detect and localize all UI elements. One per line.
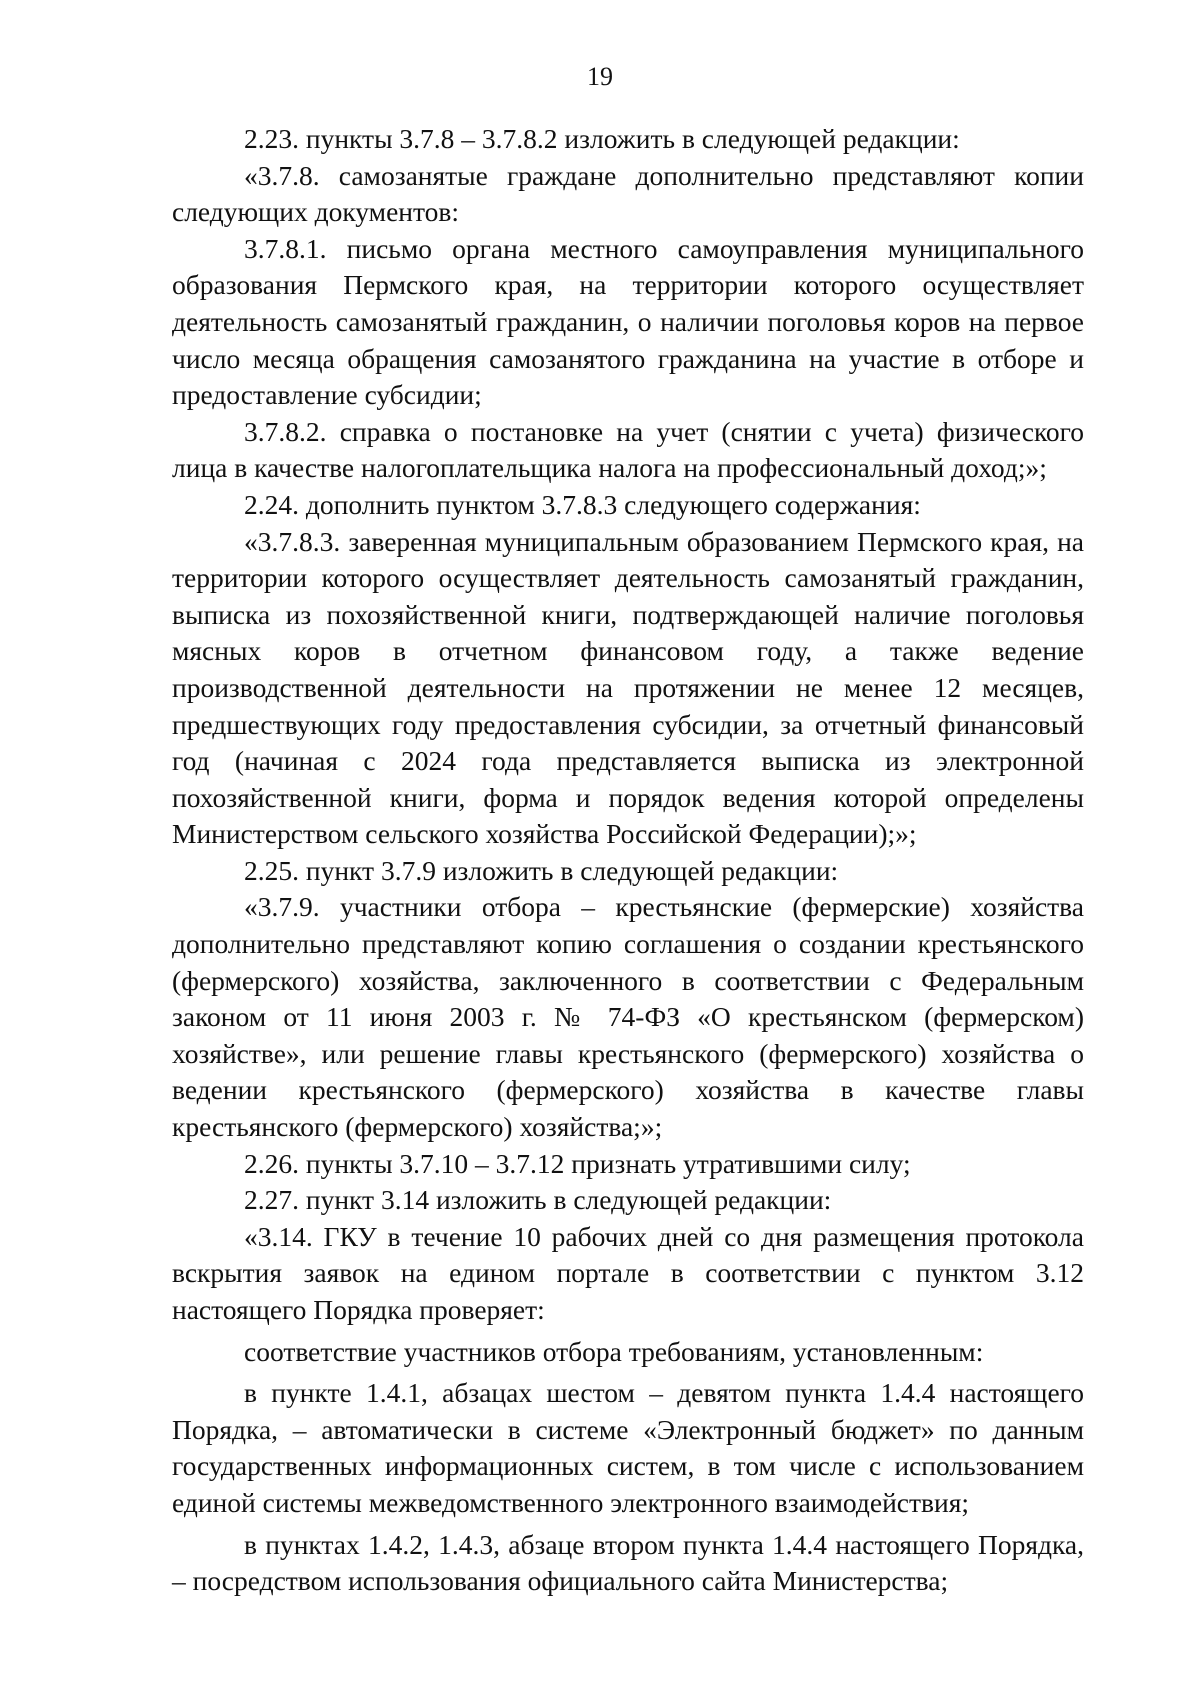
paragraph-3-7-8-3: «3.7.8.3. заверенная муниципальным образованием Пермского края, на территории которого осуществляет деятельность самозанятый гражданин, выписка из похозяйственной книги, подтверждающей наличие поголовья мясных коров в отчетном финансовом году, а также ведение производственной деятельности на протяжении не менее 12 месяцев, предшествующих году предоставления субсидии, за отчетный финансовый год (начиная с 2024 года представляется выписка из электронной похозяйственной книги, форма и порядок ведения которой определены Министерством сельского хозяйства Российской Федерации);»; bbox=[172, 525, 1084, 850]
paragraph-2-23: 2.23. пункты 3.7.8 – 3.7.8.2 изложить в следующей редакции: bbox=[244, 123, 960, 154]
page-number: 19 bbox=[587, 62, 613, 91]
paragraph-compliance: соответствие участников отбора требованиям, установленным: bbox=[244, 1335, 984, 1367]
paragraph-3-7-8-2: 3.7.8.2. справка о постановке на учет (снятии с учета) физического лица в качестве налогоплательщика налога на профессиональный доход;»; bbox=[172, 415, 1084, 484]
paragraph-2-24: 2.24. дополнить пунктом 3.7.8.3 следующего содержания: bbox=[244, 488, 921, 520]
paragraph-2-26: 2.26. пункты 3.7.10 – 3.7.12 признать утратившими силу; bbox=[244, 1147, 911, 1179]
document-body bbox=[172, 121, 1084, 1600]
paragraph-clause-1-4-1: в пункте 1.4.1, абзацах шестом – девятом пункта 1.4.4 настоящего Порядка, – автоматически в системе «Электронный бюджет» по данным государственных информационных систем, в том числе с использованием единой системы межведомственного электронного взаимодействия; bbox=[172, 1377, 1084, 1518]
paragraph-3-7-8-1: 3.7.8.1. письмо органа местного самоуправления муниципального образования Пермского края, на территории которого осуществляет деятельность самозанятый гражданин, о наличии поголовья коров на первое число месяца обращения самозанятого гражданина на участие в отборе и предоставление субсидии; bbox=[172, 232, 1084, 411]
paragraph-3-7-8: «3.7.8. самозанятые граждане дополнительно представляют копии следующих документов: bbox=[172, 159, 1084, 228]
paragraph-3-14: «3.14. ГКУ в течение 10 рабочих дней со дня размещения протокола вскрытия заявок на едином портале в соответствии с пунктом 3.12 настоящего Порядка проверяет: bbox=[172, 1220, 1084, 1325]
paragraph-2-25: 2.25. пункт 3.7.9 изложить в следующей редакции: bbox=[244, 854, 839, 886]
paragraph-clause-1-4-2: в пунктах 1.4.2, 1.4.3, абзаце втором пункта 1.4.4 настоящего Порядка, – посредством использования официального сайта Министерства; bbox=[172, 1528, 1084, 1597]
paragraph-2-27: 2.27. пункт 3.14 изложить в следующей редакции: bbox=[244, 1184, 832, 1216]
paragraph-3-7-9: «3.7.9. участники отбора – крестьянские (фермерские) хозяйства дополнительно представляют копию соглашения о создании крестьянского (фермерского) хозяйства, заключенного в соответствии с Федеральным законом от 11 июня 2003 г. № 74-ФЗ «О крестьянском (фермерском) хозяйстве», или решение главы крестьянского (фермерского) хозяйства о ведении крестьянского (фермерского) хозяйства в качестве главы крестьянского (фермерского) хозяйства;»; bbox=[172, 891, 1084, 1143]
